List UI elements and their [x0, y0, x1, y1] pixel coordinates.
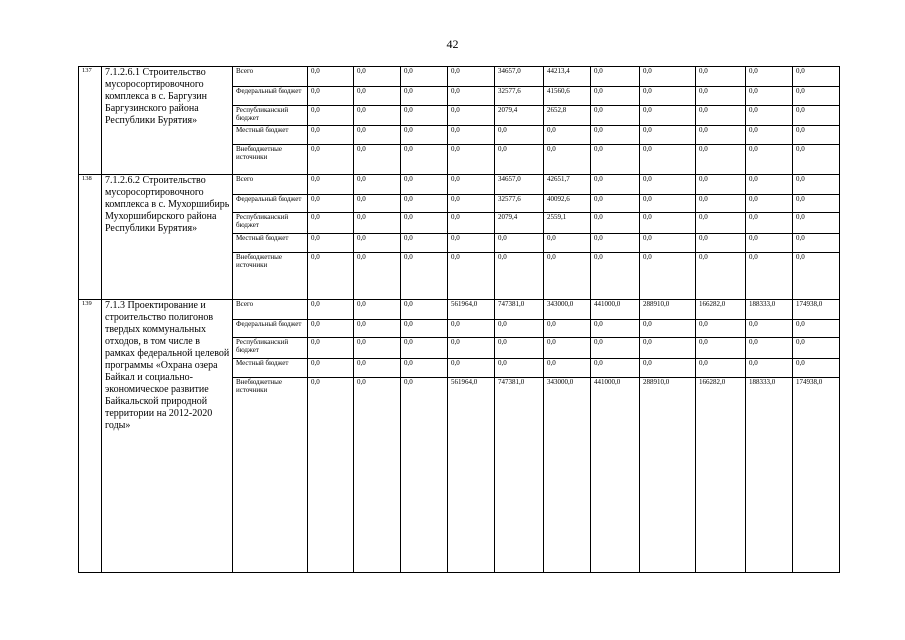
value-cell: 174938,0	[793, 377, 840, 572]
funding-source: Внебюджетные источники	[233, 377, 308, 572]
value-cell: 0,0	[696, 338, 746, 358]
value-cell: 0,0	[308, 67, 354, 87]
value-cell: 0,0	[354, 145, 401, 174]
value-cell: 0,0	[544, 358, 591, 377]
value-cell: 40092,6	[544, 194, 591, 212]
activity-name: 7.1.2.6.1 Строительство мусоросортировочного комплекса в с. Баргузин Баргузинского района Республики Бурятия»	[102, 67, 233, 175]
value-cell: 0,0	[448, 87, 495, 105]
value-cell: 0,0	[696, 174, 746, 194]
value-cell: 0,0	[640, 194, 696, 212]
value-cell: 343000,0	[544, 299, 591, 319]
value-cell: 0,0	[448, 338, 495, 358]
value-cell: 0,0	[401, 338, 448, 358]
row-number: 139	[79, 299, 102, 572]
value-cell: 0,0	[591, 125, 640, 144]
value-cell: 0,0	[448, 233, 495, 252]
value-cell: 0,0	[591, 174, 640, 194]
value-cell: 0,0	[401, 233, 448, 252]
value-cell: 44213,4	[544, 67, 591, 87]
value-cell: 0,0	[591, 358, 640, 377]
funding-source: Республиканский бюджет	[233, 338, 308, 358]
value-cell: 0,0	[354, 213, 401, 233]
value-cell: 0,0	[308, 319, 354, 337]
value-cell: 2652,8	[544, 105, 591, 125]
value-cell: 0,0	[696, 319, 746, 337]
value-cell: 561964,0	[448, 377, 495, 572]
value-cell: 0,0	[354, 233, 401, 252]
value-cell: 0,0	[495, 319, 544, 337]
value-cell: 0,0	[544, 233, 591, 252]
value-cell: 0,0	[308, 87, 354, 105]
value-cell: 2079,4	[495, 213, 544, 233]
funding-source: Внебюджетные источники	[233, 252, 308, 299]
value-cell: 0,0	[746, 194, 793, 212]
value-cell: 0,0	[308, 299, 354, 319]
value-cell: 188333,0	[746, 377, 793, 572]
value-cell: 0,0	[354, 338, 401, 358]
value-cell: 0,0	[696, 358, 746, 377]
value-cell: 0,0	[308, 194, 354, 212]
value-cell: 0,0	[591, 213, 640, 233]
value-cell: 0,0	[354, 319, 401, 337]
value-cell: 0,0	[640, 213, 696, 233]
value-cell: 0,0	[495, 145, 544, 174]
value-cell: 0,0	[495, 252, 544, 299]
value-cell: 441000,0	[591, 377, 640, 572]
value-cell: 0,0	[793, 252, 840, 299]
value-cell: 0,0	[401, 105, 448, 125]
budget-table	[78, 66, 905, 573]
value-cell: 188333,0	[746, 299, 793, 319]
value-cell: 0,0	[746, 358, 793, 377]
value-cell: 0,0	[591, 233, 640, 252]
value-cell: 0,0	[746, 319, 793, 337]
value-cell: 0,0	[746, 67, 793, 87]
value-cell: 0,0	[640, 319, 696, 337]
value-cell: 0,0	[354, 299, 401, 319]
value-cell: 0,0	[696, 67, 746, 87]
value-cell: 32577,6	[495, 194, 544, 212]
value-cell: 0,0	[354, 125, 401, 144]
value-cell: 0,0	[401, 67, 448, 87]
value-cell: 0,0	[354, 105, 401, 125]
value-cell: 0,0	[308, 358, 354, 377]
value-cell: 0,0	[640, 125, 696, 144]
value-cell: 0,0	[640, 252, 696, 299]
value-cell: 0,0	[448, 252, 495, 299]
value-cell: 0,0	[401, 252, 448, 299]
value-cell: 0,0	[401, 377, 448, 572]
value-cell: 0,0	[448, 358, 495, 377]
value-cell: 0,0	[448, 125, 495, 144]
value-cell: 0,0	[448, 194, 495, 212]
value-cell: 174938,0	[793, 299, 840, 319]
value-cell: 343000,0	[544, 377, 591, 572]
value-cell: 34657,0	[495, 174, 544, 194]
value-cell: 0,0	[793, 213, 840, 233]
value-cell: 0,0	[591, 105, 640, 125]
funding-source: Республиканский бюджет	[233, 213, 308, 233]
page-number: 42	[446, 37, 459, 51]
table-row	[79, 174, 905, 194]
value-cell: 0,0	[746, 105, 793, 125]
value-cell: 0,0	[308, 252, 354, 299]
value-cell: 0,0	[640, 87, 696, 105]
value-cell: 0,0	[495, 125, 544, 144]
funding-source: Всего	[233, 174, 308, 194]
table-row	[79, 299, 905, 319]
value-cell: 0,0	[544, 319, 591, 337]
value-cell: 0,0	[640, 233, 696, 252]
value-cell: 0,0	[308, 213, 354, 233]
table-row	[79, 67, 905, 87]
funding-source: Внебюджетные источники	[233, 145, 308, 174]
value-cell: 2079,4	[495, 105, 544, 125]
value-cell: 0,0	[354, 377, 401, 572]
value-cell: 34657,0	[495, 67, 544, 87]
value-cell: 0,0	[746, 213, 793, 233]
value-cell: 0,0	[746, 125, 793, 144]
value-cell: 0,0	[354, 67, 401, 87]
value-cell: 0,0	[401, 194, 448, 212]
value-cell: 0,0	[793, 194, 840, 212]
value-cell: 0,0	[448, 105, 495, 125]
value-cell: 0,0	[544, 125, 591, 144]
value-cell: 0,0	[448, 145, 495, 174]
value-cell: 0,0	[544, 252, 591, 299]
value-cell: 32577,6	[495, 87, 544, 105]
value-cell: 0,0	[591, 67, 640, 87]
value-cell: 0,0	[746, 87, 793, 105]
value-cell: 0,0	[354, 87, 401, 105]
value-cell: 0,0	[591, 319, 640, 337]
value-cell: 0,0	[401, 145, 448, 174]
value-cell: 0,0	[591, 252, 640, 299]
value-cell: 0,0	[495, 358, 544, 377]
value-cell: 0,0	[746, 174, 793, 194]
value-cell: 0,0	[640, 358, 696, 377]
value-cell: 0,0	[640, 338, 696, 358]
value-cell: 0,0	[354, 358, 401, 377]
value-cell: 0,0	[640, 105, 696, 125]
value-cell: 747381,0	[495, 299, 544, 319]
value-cell: 166282,0	[696, 299, 746, 319]
value-cell: 0,0	[401, 319, 448, 337]
value-cell: 0,0	[696, 145, 746, 174]
funding-source: Местный бюджет	[233, 358, 308, 377]
value-cell: 0,0	[354, 252, 401, 299]
value-cell: 0,0	[793, 87, 840, 105]
value-cell: 0,0	[308, 105, 354, 125]
funding-source: Местный бюджет	[233, 125, 308, 144]
value-cell: 0,0	[591, 338, 640, 358]
value-cell: 0,0	[793, 145, 840, 174]
value-cell: 0,0	[793, 319, 840, 337]
value-cell: 0,0	[401, 299, 448, 319]
value-cell: 0,0	[746, 252, 793, 299]
value-cell: 42651,7	[544, 174, 591, 194]
value-cell: 0,0	[308, 377, 354, 572]
value-cell: 0,0	[308, 338, 354, 358]
value-cell: 0,0	[544, 145, 591, 174]
funding-source: Федеральный бюджет	[233, 194, 308, 212]
row-number: 137	[79, 67, 102, 175]
value-cell: 0,0	[448, 67, 495, 87]
activity-name: 7.1.2.6.2 Строительство мусоросортировочного комплекса в с. Мухоршибирь Мухоршибирского района Республики Бурятия»	[102, 174, 233, 299]
value-cell: 0,0	[793, 358, 840, 377]
value-cell: 2559,1	[544, 213, 591, 233]
value-cell: 0,0	[591, 87, 640, 105]
value-cell: 41560,6	[544, 87, 591, 105]
funding-source: Всего	[233, 299, 308, 319]
value-cell: 0,0	[696, 87, 746, 105]
funding-source: Федеральный бюджет	[233, 319, 308, 337]
value-cell: 561964,0	[448, 299, 495, 319]
value-cell: 0,0	[696, 233, 746, 252]
value-cell: 0,0	[591, 194, 640, 212]
value-cell: 0,0	[746, 338, 793, 358]
value-cell: 0,0	[696, 125, 746, 144]
value-cell: 0,0	[308, 174, 354, 194]
value-cell: 0,0	[696, 213, 746, 233]
value-cell: 0,0	[793, 174, 840, 194]
value-cell: 0,0	[401, 213, 448, 233]
value-cell: 0,0	[448, 174, 495, 194]
value-cell: 0,0	[354, 194, 401, 212]
value-cell: 0,0	[401, 174, 448, 194]
funding-source: Федеральный бюджет	[233, 87, 308, 105]
value-cell: 0,0	[640, 145, 696, 174]
value-cell: 0,0	[354, 174, 401, 194]
funding-source: Всего	[233, 67, 308, 87]
value-cell: 0,0	[793, 338, 840, 358]
value-cell: 0,0	[746, 233, 793, 252]
value-cell: 0,0	[308, 233, 354, 252]
value-cell: 0,0	[544, 338, 591, 358]
value-cell: 747381,0	[495, 377, 544, 572]
activity-name: 7.1.3 Проектирование и строительство полигонов твердых коммунальных отходов, в том числе в рамках федеральной целевой программы «Охрана озера Байкал и социально-экономическое развитие Байкальской природной территории на 2012-2020 годы»	[102, 299, 233, 572]
value-cell: 288910,0	[640, 377, 696, 572]
value-cell: 0,0	[793, 233, 840, 252]
value-cell: 0,0	[696, 105, 746, 125]
value-cell: 441000,0	[591, 299, 640, 319]
value-cell: 0,0	[696, 194, 746, 212]
funding-source: Республиканский бюджет	[233, 105, 308, 125]
value-cell: 0,0	[495, 233, 544, 252]
value-cell: 0,0	[448, 213, 495, 233]
value-cell: 288910,0	[640, 299, 696, 319]
value-cell: 0,0	[591, 145, 640, 174]
value-cell: 0,0	[640, 174, 696, 194]
value-cell: 0,0	[793, 105, 840, 125]
value-cell: 0,0	[448, 319, 495, 337]
row-number: 138	[79, 174, 102, 299]
value-cell: 0,0	[640, 67, 696, 87]
value-cell: 0,0	[308, 125, 354, 144]
value-cell: 0,0	[746, 145, 793, 174]
value-cell: 0,0	[401, 125, 448, 144]
value-cell: 0,0	[401, 358, 448, 377]
value-cell: 0,0	[696, 252, 746, 299]
value-cell: 166282,0	[696, 377, 746, 572]
value-cell: 0,0	[401, 87, 448, 105]
value-cell: 0,0	[495, 338, 544, 358]
value-cell: 0,0	[793, 125, 840, 144]
value-cell: 0,0	[308, 145, 354, 174]
funding-source: Местный бюджет	[233, 233, 308, 252]
value-cell: 0,0	[793, 67, 840, 87]
